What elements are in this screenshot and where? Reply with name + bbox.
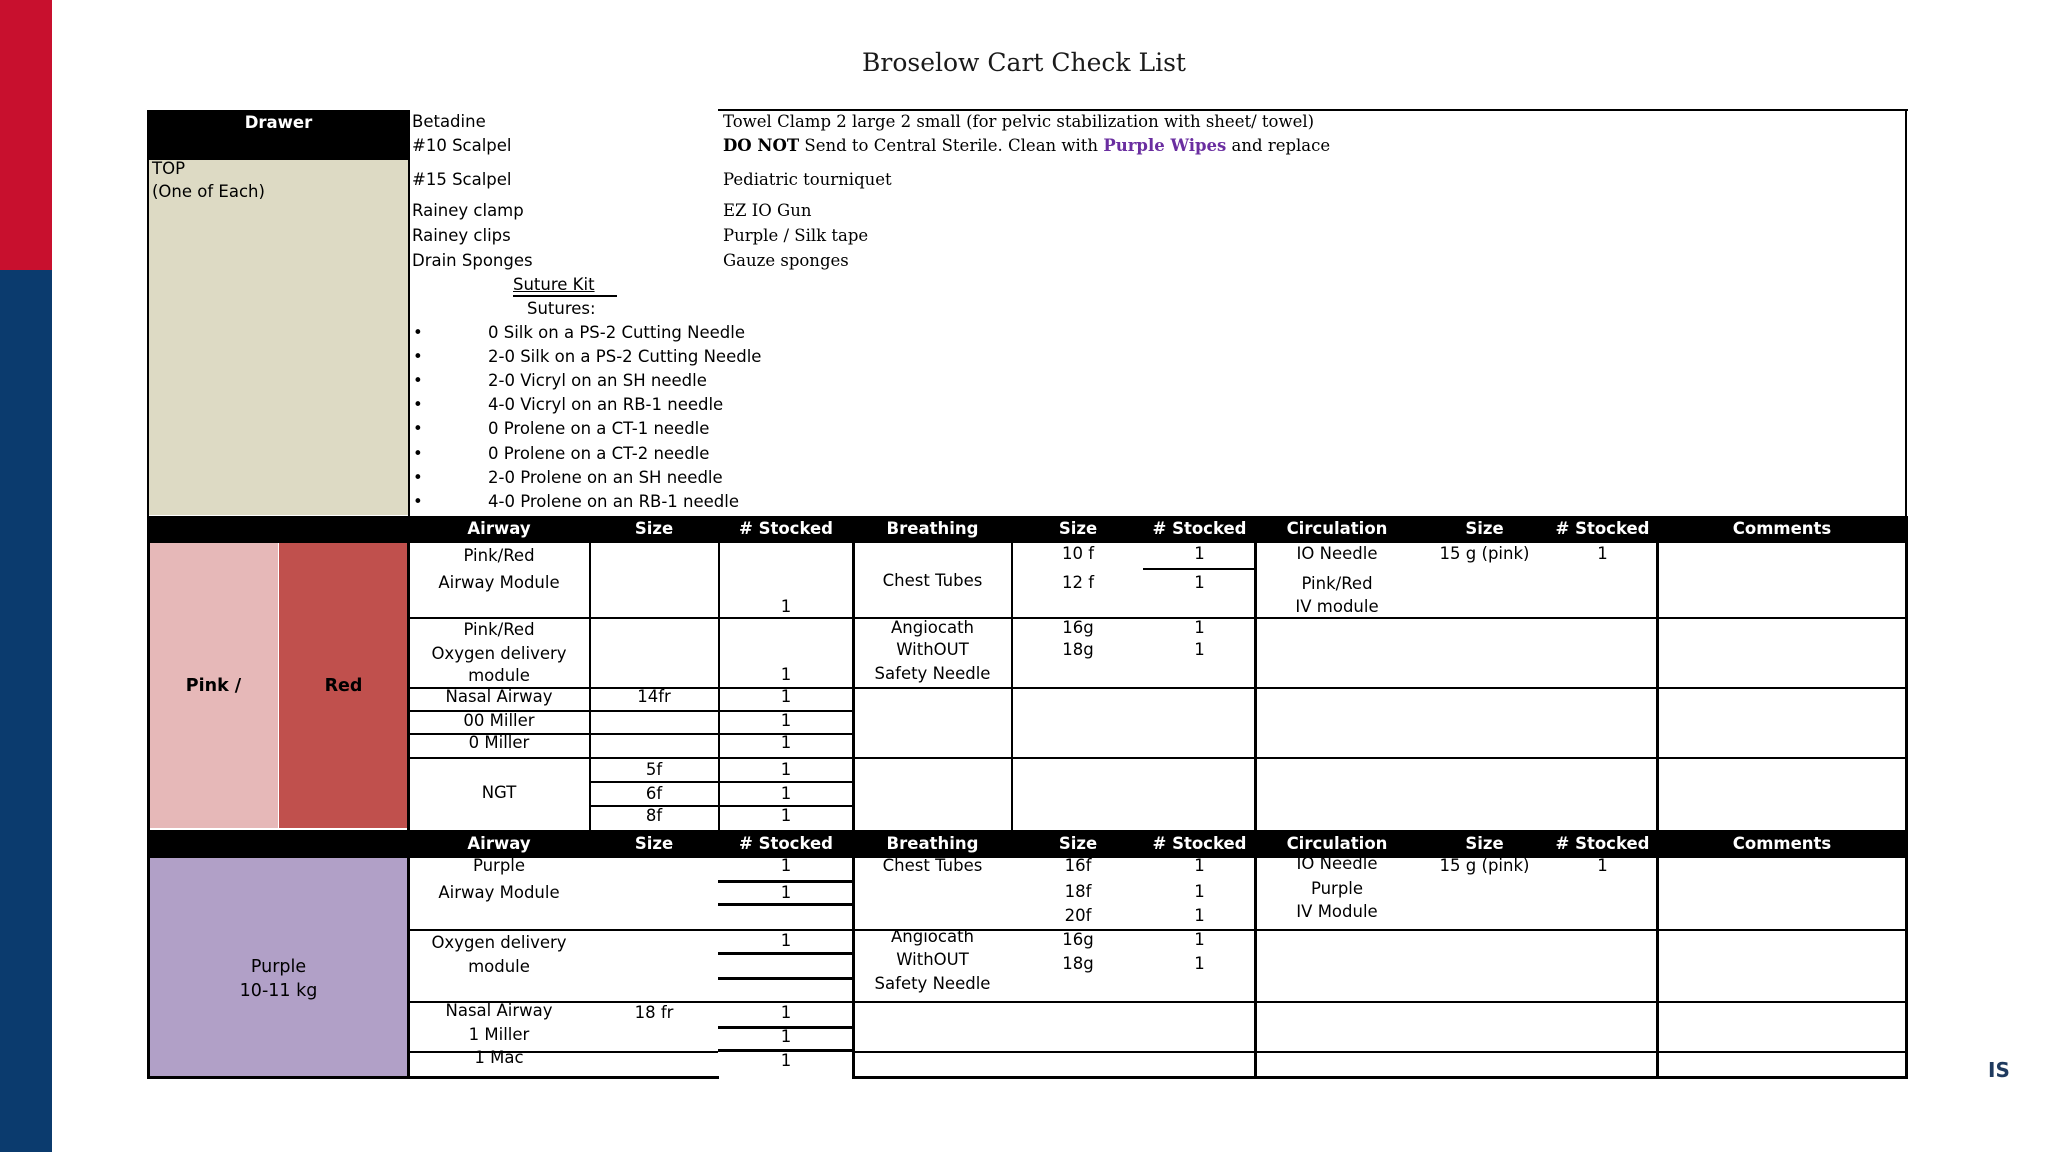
pink-io-module: Pink/Red [1301,574,1373,593]
suture-item: 4-0 Vicryl on an RB-1 needle [488,395,724,414]
top-item: EZ IO Gun [723,201,812,220]
divider [147,543,150,830]
drawer-header-label: Drawer [244,113,313,132]
bullet: • [413,395,423,414]
divider [1905,109,1907,517]
header-size: Size [1465,834,1504,853]
divider [852,1051,1907,1053]
bullet: • [413,444,423,463]
purple-angiocath: Safety Needle [874,974,991,993]
bullet: • [413,347,423,366]
header-stocked: # Stocked [1152,519,1247,538]
header-airway: Airway [467,519,531,538]
pink-ngt-qty: 1 [780,784,792,803]
pink-0-miller: 0 Miller [468,733,530,752]
top-item: Drain Sponges [412,251,533,270]
pink-ngt: NGT [481,783,517,802]
top-item: Rainey clips [412,226,511,245]
purple-nasal-airway: Nasal Airway [445,1001,553,1020]
top-item: Rainey clamp [412,201,524,220]
header-circulation: Circulation [1286,519,1388,538]
do-not-text: DO NOT [723,136,800,155]
purple-1-miller: 1 Miller [468,1025,530,1044]
top-drawer-cell [149,160,408,515]
purple-io-needle: IO Needle [1296,854,1378,873]
header-breathing: Breathing [886,834,979,853]
pink-io-size: 15 g (pink) [1439,544,1530,563]
pink-00-miller: 00 Miller [463,711,535,730]
top-drawer-sublabel: (One of Each) [152,182,265,201]
purple-airway-module-qty: 1 [780,883,792,902]
header-comments: Comments [1732,834,1832,853]
purple-1-mac-qty: 1 [780,1051,792,1070]
divider [1655,109,1908,111]
divider [408,1001,1907,1003]
pink-io-qty: 1 [1597,544,1608,563]
bullet: • [413,323,423,342]
divider [718,109,1656,111]
replace-text: and replace [1231,136,1331,155]
top-item-do-not-send [723,137,1330,156]
suture-item: 0 Prolene on a CT-2 needle [488,444,710,463]
divider [718,903,854,906]
purple-chest-size: 20f [1064,906,1092,925]
top-item: Pediatric tourniquet [723,170,892,189]
pink-oxygen-label: module [468,666,530,685]
header-stocked: # Stocked [739,834,833,853]
pink-chest-qty: 1 [1194,573,1205,592]
pink-0-miller-qty: 1 [780,733,792,752]
suture-item: 4-0 Prolene on an RB-1 needle [488,492,740,511]
divider [718,977,854,980]
pink-nasal-airway: Nasal Airway [445,687,553,706]
purple-chest-qty: 1 [1194,882,1205,901]
top-item: Betadine [412,112,486,131]
purple-io-size: 15 g (pink) [1439,856,1530,875]
purple-angio-size: 16g [1062,930,1094,949]
pink-airway-module-label: Airway Module [438,573,560,592]
bullet: • [413,468,423,487]
pink-io-module: IV module [1295,597,1379,616]
purple-io-module: Purple [1310,879,1364,898]
top-item: Purple / Silk tape [723,226,869,245]
pink-chest-size: 10 f [1061,544,1095,563]
page-title: Broselow Cart Check List [862,48,1186,77]
sutures-label: Sutures: [527,299,596,318]
pink-oxygen-qty: 1 [780,665,792,684]
purple-zone-label: Purple [250,957,307,977]
purple-chest-size: 16f [1064,856,1092,875]
pink-chest-size: 12 f [1061,573,1095,592]
header-comments: Comments [1732,519,1832,538]
purple-wipes-text: Purple Wipes [1103,136,1227,155]
purple-airway-module-label: Airway Module [438,883,560,902]
pink-angio-qty: 1 [1194,640,1205,659]
header-stocked: # Stocked [1555,834,1650,853]
suture-item: 0 Silk on a PS-2 Cutting Needle [488,323,745,342]
header-size: Size [634,834,674,853]
pink-chest-qty: 1 [1194,544,1205,563]
pink-nasal-qty: 1 [780,687,792,706]
top-item: Gauze sponges [723,251,849,270]
bullet: • [413,419,423,438]
pink-io-needle: IO Needle [1296,544,1378,563]
divider [408,757,1907,759]
purple-chest-qty: 1 [1194,856,1205,875]
purple-1-mac: 1 Mac [474,1048,524,1067]
divider [589,781,853,783]
pink-oxygen-label: Pink/Red [463,620,535,639]
suture-item: 2-0 Silk on a PS-2 Cutting Needle [488,347,762,366]
top-drawer-label: TOP [152,159,186,178]
suture-item: 2-0 Prolene on an SH needle [488,468,723,487]
pink-angio-qty: 1 [1194,618,1205,637]
purple-io-qty: 1 [1597,856,1608,875]
purple-1-miller-qty: 1 [780,1027,792,1046]
pink-oxygen-label: Oxygen delivery [431,644,567,663]
pink-nasal-size: 14fr [637,687,671,706]
header-stocked: # Stocked [1152,834,1247,853]
purple-angiocath: Angiocath [890,927,974,946]
top-item: #10 Scalpel [412,136,512,155]
purple-oxygen-label: Oxygen delivery [431,933,567,952]
purple-angio-qty: 1 [1194,930,1205,949]
pink-airway-module-label: Pink/Red [463,546,535,565]
purple-angio-qty: 1 [1194,954,1205,973]
purple-zone-weight: 10-11 kg [239,981,318,1001]
send-text: Send to Central Sterile. Clean with [804,136,1099,155]
divider [718,952,854,955]
purple-airway-module-qty: 1 [780,856,792,875]
suture-item: 2-0 Vicryl on an SH needle [488,371,707,390]
pink-ngt-size: 8f [645,806,663,825]
divider [1905,858,1908,1079]
purple-nasal-qty: 1 [780,1003,792,1022]
pink-00-miller-qty: 1 [780,711,792,730]
divider [852,1076,1908,1079]
purple-nasal-size: 18 fr [634,1003,674,1022]
header-size: Size [1058,519,1098,538]
top-item: #15 Scalpel [412,170,512,189]
purple-chest-size: 18f [1064,882,1092,901]
suture-kit-underline [513,295,617,297]
pink-angio-size: 18g [1062,640,1094,659]
header-size: Size [1465,519,1504,538]
header-breathing: Breathing [886,519,979,538]
pink-ngt-size: 5f [645,760,663,779]
purple-io-module: IV Module [1296,902,1378,921]
divider [1656,858,1659,1079]
header-size: Size [1058,834,1098,853]
purple-oxygen-label: module [468,957,530,976]
divider [147,110,149,517]
header-airway: Airway [467,834,531,853]
pink-angiocath: Safety Needle [874,664,991,683]
left-accent-red-bar [0,0,52,270]
purple-angio-size: 18g [1062,954,1094,973]
pink-zone-label: Pink / [185,676,242,696]
pink-ngt-size: 6f [645,784,663,803]
left-accent-blue-bar [0,270,52,1152]
divider [147,858,150,1079]
pink-airway-module-qty: 1 [780,597,792,616]
top-item: Towel Clamp 2 large 2 small (for pelvic stabilization with sheet/ towel) [723,112,1315,131]
corner-logo-fragment: IS [1988,1058,2010,1082]
purple-oxygen-qty: 1 [780,931,792,950]
pink-angiocath: Angiocath [890,618,974,637]
header-size: Size [634,519,674,538]
purple-chest-tubes: Chest Tubes [882,856,983,875]
header-stocked: # Stocked [1555,519,1650,538]
purple-chest-qty: 1 [1194,906,1205,925]
pink-ngt-qty: 1 [780,806,792,825]
divider [408,110,410,517]
purple-angiocath: WithOUT [896,950,969,969]
bullet: • [413,492,423,511]
divider [147,1076,719,1079]
header-stocked: # Stocked [739,519,833,538]
pink-angio-size: 16g [1062,618,1094,637]
divider [1143,568,1255,570]
suture-item: 0 Prolene on a CT-1 needle [488,419,710,438]
pink-ngt-qty: 1 [780,760,792,779]
bullet: • [413,371,423,390]
suture-kit-heading: Suture Kit [513,275,595,294]
header-circulation: Circulation [1286,834,1388,853]
pink-chest-tubes: Chest Tubes [882,571,983,590]
purple-airway-module-label: Purple [472,856,526,875]
red-zone-label: Red [324,676,363,696]
pink-angiocath: WithOUT [896,640,969,659]
